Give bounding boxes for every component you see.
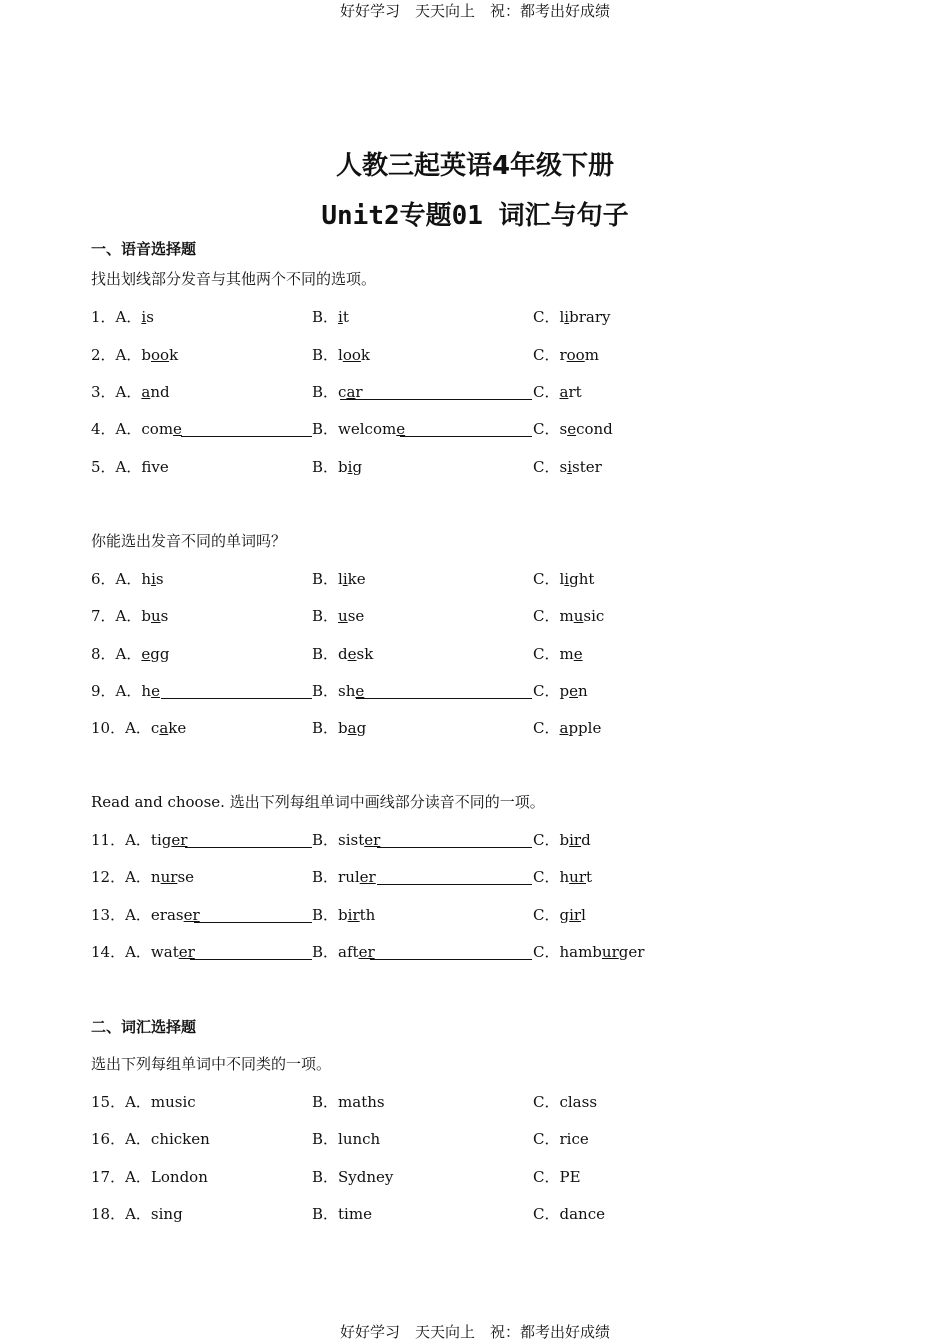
option-c [533,643,583,664]
word-part: s [559,458,568,476]
underlined-letters: i [567,458,572,476]
option-c [533,306,610,327]
question-number: 3．A． [91,383,142,401]
word-part: th [359,906,376,924]
option-c [533,1203,605,1224]
answer-line [377,884,532,885]
word-part: sic [583,607,605,625]
option-c [533,381,582,402]
page-footer: 好好学习 天天向上 祝：都考出好成绩 [339,1323,610,1341]
word-part: g [559,906,570,924]
question-number: 18．A． [91,1205,151,1223]
option-b [312,456,362,477]
option-label: B． [312,458,339,476]
underlined-letters: a [347,719,357,737]
option-b [312,904,375,925]
section-heading-vocab: 二、词汇选择题 [91,1018,197,1036]
option-word: dance [559,1205,605,1223]
option-label: C． [533,868,560,886]
option-label: B． [312,906,339,924]
option-label: B． [312,831,339,849]
option-c [533,904,586,925]
word-part: h [141,570,152,588]
option-b [312,1203,372,1224]
option-a [91,904,200,925]
question-row [91,568,651,590]
option-label: C． [533,1130,560,1148]
option-label: B． [312,1093,339,1111]
option-b [312,1166,393,1187]
answer-line [161,698,312,699]
option-label: C． [533,346,560,364]
word-part: h [559,868,570,886]
word-part: l [338,570,343,588]
option-b [312,941,375,962]
option-a [91,418,182,439]
answer-line [400,436,532,437]
word-part: s [160,607,169,625]
question-row [91,306,651,328]
underlined-letters: a [346,383,356,401]
question-row [91,829,651,851]
option-b [312,717,366,738]
word-part: m [559,607,574,625]
option-label: B． [312,868,339,886]
option-b [312,866,376,887]
option-label: C． [533,420,560,438]
option-b [312,643,373,664]
question-row [91,1128,651,1150]
option-b [312,418,405,439]
option-a [91,381,170,402]
question-number: 8．A． [91,645,142,663]
underlined-letters: ir [569,906,582,924]
question-row [91,381,651,403]
word-part: b [338,458,348,476]
option-label: B． [312,1130,339,1148]
option-label: B． [312,1168,339,1186]
underlined-letters: e [151,682,160,700]
question-number: 11．A． [91,831,151,849]
option-word: maths [338,1093,385,1111]
question-number: 5．A． [91,458,142,476]
word-part: n [150,868,161,886]
word-part: se [347,607,365,625]
word-part: b [141,346,151,364]
option-c [533,941,644,962]
word-part: n [577,682,588,700]
page-header: 好好学习 天天向上 祝：都考出好成绩 [339,2,610,20]
word-part: wat [150,943,179,961]
option-b [312,568,366,589]
word-part: b [338,906,348,924]
option-c [533,456,602,477]
word-part: ger [618,943,645,961]
option-c [533,605,604,626]
word-part: ke [347,570,366,588]
section-heading-phonics: 一、语音选择题 [91,240,197,258]
option-label: B． [312,383,339,401]
option-c [533,680,588,701]
option-a [91,829,187,850]
word-part: sk [356,645,374,663]
answer-line [181,436,312,437]
underlined-letters: oo [151,346,170,364]
word-part: l [559,570,565,588]
word-part: l [559,308,565,326]
word-part: g [356,719,367,737]
underlined-letters: i [347,458,353,476]
word-part: c [150,719,160,737]
option-b [312,605,364,626]
question-row [91,605,651,627]
option-label: B． [312,607,339,625]
underlined-letters: e [396,420,406,438]
word-part: l [581,906,586,924]
question-number: 1．A． [91,308,142,326]
question-number: 4．A． [91,420,142,438]
option-label: B． [312,719,339,737]
underlined-letters: er [364,831,381,849]
option-label: C． [533,458,560,476]
question-row [91,941,651,963]
word-part: se [177,868,195,886]
underlined-letters: ir [347,906,360,924]
option-c [533,1166,581,1187]
option-label: C． [533,308,560,326]
option-a [91,344,178,365]
underlined-letters: e [573,645,583,663]
underlined-letters: a [559,383,569,401]
word-part: l [338,346,343,364]
option-label: C． [533,645,560,663]
word-part: p [559,682,570,700]
question-number: 10．A． [91,719,151,737]
doc-subtitle: Unit2专题01 词汇与句子 [321,201,629,231]
word-part: hamb [559,943,602,961]
option-word: rice [559,1130,589,1148]
word-part: t [586,868,593,886]
option-b [312,829,380,850]
option-label: B． [312,346,339,364]
word-part: nd [150,383,170,401]
underlined-letters: ir [569,831,582,849]
question-row [91,866,651,888]
word-part: tig [150,831,172,849]
option-word: sing [150,1205,183,1223]
option-label: B． [312,645,339,663]
word-part: ster [572,458,602,476]
option-label: C． [533,1205,560,1223]
answer-line [356,698,532,699]
underlined-letters: i [338,308,343,326]
underlined-letters: oo [342,346,361,364]
word-part: g [352,458,363,476]
underlined-letters: a [141,383,151,401]
option-word: chicken [150,1130,210,1148]
underlined-letters: i [151,570,156,588]
option-b [312,1128,380,1149]
word-part: com [141,420,174,438]
word-part: m [559,645,574,663]
question-number: 6．A． [91,570,142,588]
underlined-letters: e [347,645,357,663]
underlined-letters: a [559,719,569,737]
option-label: C． [533,831,560,849]
option-b [312,1091,385,1112]
question-number: 9．A． [91,682,142,700]
instruction-2: 你能选出发音不同的单词吗？ [91,532,287,550]
answer-line [340,399,532,400]
word-part: s [146,308,154,326]
answer-line [377,847,532,848]
underlined-letters: i [564,570,570,588]
underlined-letters: e [569,682,578,700]
underlined-letters: ur [569,868,586,886]
option-label: B． [312,1205,339,1223]
word-part: b [559,831,570,849]
option-c [533,829,591,850]
option-a [91,941,195,962]
option-word: London [150,1168,208,1186]
option-label: C． [533,943,560,961]
word-part: gg [150,645,170,663]
option-a [91,1091,196,1112]
option-label: C． [533,906,560,924]
option-c [533,344,599,365]
question-row [91,904,651,926]
word-part: cond [576,420,613,438]
word-part: d [581,831,591,849]
option-label: C． [533,1168,560,1186]
question-number: 7．A． [91,607,142,625]
word-part: ght [569,570,595,588]
option-a [91,306,154,327]
answer-line [185,847,312,848]
option-a [91,1128,210,1149]
option-label: C． [533,607,560,625]
word-part: h [141,682,152,700]
answer-line [370,959,532,960]
word-part: f [141,458,152,476]
word-part: rt [568,383,582,401]
option-a [91,680,160,701]
option-label: B． [312,570,339,588]
option-c [533,418,613,439]
underlined-letters: u [573,607,584,625]
option-a [91,1166,208,1187]
word-part: eras [150,906,184,924]
word-part: ke [168,719,187,737]
option-label: B． [312,682,339,700]
word-part: pple [568,719,602,737]
option-label: B． [312,308,339,326]
option-word: PE [559,1168,581,1186]
question-number: 13．A． [91,906,151,924]
word-part: m [584,346,599,364]
question-row [91,456,651,478]
underlined-letters: i [564,308,570,326]
question-number: 17．A． [91,1168,151,1186]
word-part: aft [338,943,359,961]
underlined-letters: er [359,868,376,886]
underlined-letters: u [338,607,348,625]
option-word: music [150,1093,196,1111]
option-label: C． [533,682,560,700]
word-part: b [338,719,348,737]
option-label: C． [533,1093,560,1111]
underlined-letters: e [355,682,365,700]
option-a [91,605,168,626]
underlined-letters: er [178,943,195,961]
word-part: sist [338,831,365,849]
option-c [533,1128,589,1149]
option-label: C． [533,383,560,401]
option-c [533,717,601,738]
option-a [91,866,194,887]
option-a [91,568,164,589]
question-row [91,344,651,366]
underlined-letters: er [171,831,188,849]
word-part: welcom [338,420,397,438]
question-row [91,680,651,702]
option-c [533,1091,597,1112]
question-number: 14．A． [91,943,151,961]
underlined-letters: u [151,607,161,625]
word-part: s [155,570,164,588]
option-label: B． [312,943,339,961]
instruction-1: 找出划线部分发音与其他两个不同的选项。 [91,270,377,288]
question-number: 12．A． [91,868,151,886]
underlined-letters: i [141,308,147,326]
option-b [312,306,349,327]
option-label: C． [533,719,560,737]
word-part: r [355,383,363,401]
option-a [91,643,170,664]
option-c [533,568,594,589]
option-a [91,1203,183,1224]
word-part: k [360,346,370,364]
underlined-letters: oo [566,346,585,364]
question-row [91,1203,651,1225]
question-row [91,418,651,440]
doc-title: 人教三起英语4年级下册 [335,151,615,181]
question-number: 16．A． [91,1130,151,1148]
question-number: 15．A． [91,1093,151,1111]
word-part: t [342,308,349,326]
option-label: C． [533,570,560,588]
word-part: brary [569,308,611,326]
option-word: Sydney [338,1168,394,1186]
instruction-3: Read and choose. 选出下列每组单词中画线部分读音不同的一项。 [91,793,545,811]
option-a [91,456,169,477]
option-a [91,717,186,738]
word-part: rul [338,868,360,886]
question-row [91,717,651,739]
underlined-letters: er [183,906,200,924]
option-b [312,344,370,365]
word-part: r [559,346,567,364]
word-part: b [141,607,151,625]
word-part: s [559,420,568,438]
option-word: time [338,1205,372,1223]
question-row [91,643,651,665]
question-row [91,1166,651,1188]
option-word: class [559,1093,598,1111]
underlined-letters: i [342,570,348,588]
instruction-4: 选出下列每组单词中不同类的一项。 [91,1055,332,1073]
underlined-letters: e [173,420,182,438]
word-part: d [338,645,348,663]
underlined-letters: e [567,420,577,438]
option-word: lunch [338,1130,381,1148]
underlined-letters: e [141,645,151,663]
word-part: k [169,346,179,364]
question-row [91,1091,651,1113]
word-part: sh [338,682,356,700]
option-label: B． [312,420,339,438]
answer-line [190,959,312,960]
underlined-letters: a [159,719,169,737]
underlined-letters: er [358,943,375,961]
underlined-letters: ur [160,868,178,886]
underlined-letters: ur [601,943,619,961]
question-number: 2．A． [91,346,142,364]
word-part: ve [151,458,169,476]
option-c [533,866,592,887]
word-part: c [338,383,347,401]
answer-line [194,922,312,923]
